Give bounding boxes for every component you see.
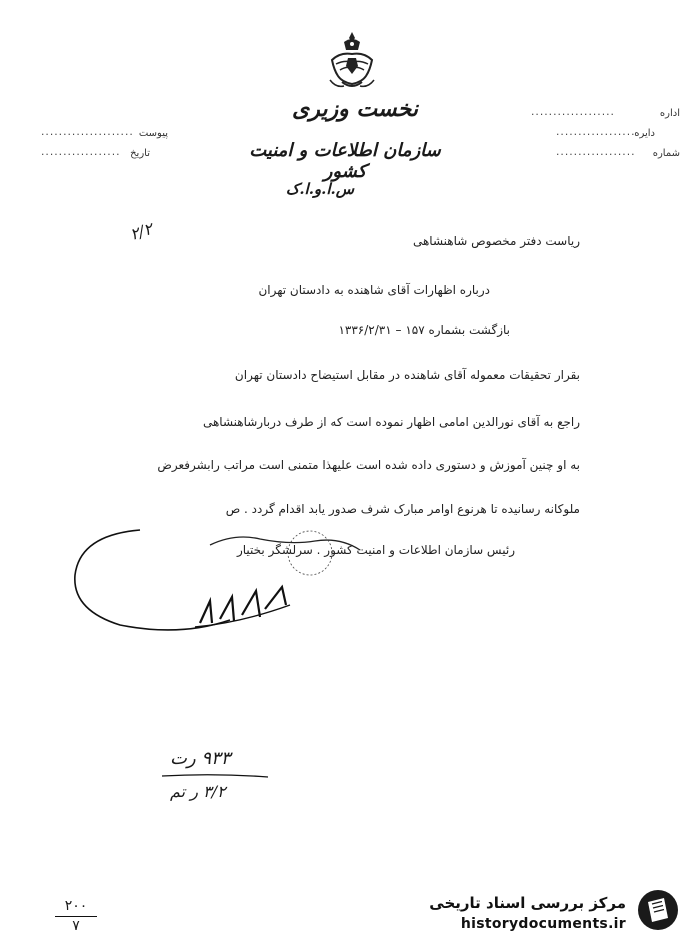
field-number-label: شماره xyxy=(652,148,680,159)
sender-line: رئیس سازمان اطلاعات و امنیت کشور . سرلشگر بختیار xyxy=(236,543,515,557)
page-number-bottom: ۷ xyxy=(72,918,80,934)
handwritten-top-mark: ۲/۲ xyxy=(127,218,155,245)
field-department-line: ................... xyxy=(530,108,614,118)
field-section-label: دایره xyxy=(634,128,655,139)
reference-line: بازگشت بشماره ۱۵۷ – ۱۳۳۶/۲/۳۱ xyxy=(338,323,510,337)
letterhead-abbreviation: س.ا.و.ا.ک xyxy=(285,180,355,198)
paragraph-line-3: به او چنین آموزش و دستوری داده شده است علیهذا متمنی است مراتب رابشرفعرض xyxy=(157,458,580,472)
crown-emblem-icon xyxy=(322,30,382,92)
page-number-divider xyxy=(55,916,97,917)
field-attachment-label: پیوست xyxy=(138,128,168,139)
letterhead-organization: سازمان اطلاعات و امنیت کشور xyxy=(249,140,441,182)
handwritten-note-2: ۳/۲ ر تم xyxy=(170,782,226,801)
letterhead-ministry: نخست وزیری xyxy=(292,96,418,122)
field-department-label: اداره xyxy=(659,108,680,119)
official-signature-icon xyxy=(60,505,370,650)
field-number-line: .................. xyxy=(555,148,635,158)
addressee: ریاست دفتر مخصوص شاهنشاهی xyxy=(412,234,580,248)
field-attachment-line: ..................... xyxy=(40,128,133,138)
page-number-top: ۲۰۰ xyxy=(64,898,88,914)
archive-url[interactable]: historydocuments.ir xyxy=(460,916,626,932)
field-section-line: .................. xyxy=(555,128,635,138)
handwritten-underline-icon xyxy=(160,773,270,779)
archive-name: مرکز بررسی اسناد تاریخی xyxy=(429,894,626,912)
archive-logo-icon xyxy=(636,888,680,932)
field-date-label: تاریخ xyxy=(130,148,150,159)
paragraph-line-1: بقرار تحقیقات معموله آقای شاهنده در مقابل استیضاح دادستان تهران xyxy=(234,368,580,382)
paragraph-line-4: ملوکانه رسانیده تا هرنوع اوامر مبارک شرف صدور یابد اقدام گردد . ص xyxy=(225,502,580,516)
handwritten-note-1: ۹۳۳ رت xyxy=(170,748,231,769)
subject-line: درباره اظهارات آقای شاهنده به دادستان تهران xyxy=(258,283,490,297)
paragraph-line-2: راجع به آقای نورالدین امامی اظهار نموده است که از طرف دربارشاهنشاهی xyxy=(202,415,580,429)
field-date-line: .................. xyxy=(40,148,120,158)
